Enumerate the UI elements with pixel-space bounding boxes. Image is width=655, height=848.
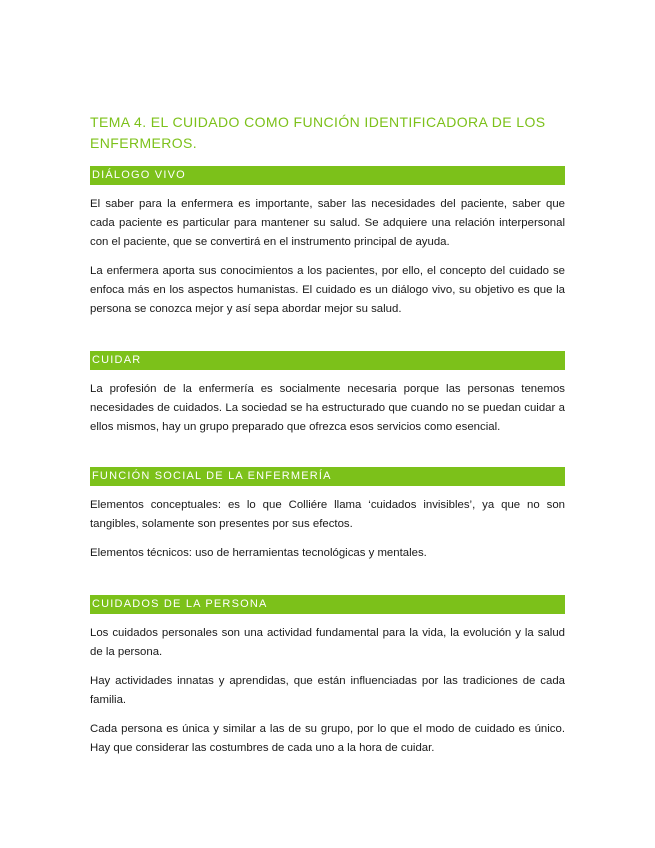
paragraph: Elementos técnicos: uso de herramientas tecnológicas y mentales. [90,547,427,559]
document-title: TEMA 4. EL CUIDADO COMO FUNCIÓN IDENTIFICADORA DE LOS ENFERMEROS. [90,114,546,151]
paragraph: Cada persona es única y similar a las de su grupo, por lo que el modo de cuidado es único. Hay que considerar las costumbres de cada uno a la hora de cuidar. [90,723,565,754]
section-header: CUIDAR [90,351,565,370]
section-header: DIÁLOGO VIVO [90,166,565,185]
paragraph: Hay actividades innatas y aprendidas, que están influenciadas por las tradiciones de cada familia. [90,675,565,706]
paragraph: El saber para la enfermera es importante, saber las necesidades del paciente, saber que cada paciente es particular para mantener su salud. Se adquiere una relación interpersonal con el paciente, que se convertirá en el instrumento principal de ayuda. [90,198,565,248]
paragraph: La enfermera aporta sus conocimientos a los pacientes, por ello, el concepto del cuidado se enfoca más en los aspectos humanistas. El cuidado es un diálogo vivo, su objetivo es que la persona se conozca mejor y así sepa abordar mejor su salud. [90,265,565,315]
paragraph: La profesión de la enfermería es socialmente necesaria porque las personas tenemos necesidades de cuidados. La sociedad se ha estructurado que cuando no se puedan cuidar a ellos mismos, hay un grupo preparado que ofrezca esos servicios como esencial. [90,383,565,433]
paragraph: Los cuidados personales son una actividad fundamental para la vida, la evolución y la salud de la persona. [90,627,565,658]
section-header: FUNCIÓN SOCIAL DE LA ENFERMERÍA [90,467,565,486]
paragraph: Elementos conceptuales: es lo que Colliére llama ‘cuidados invisibles’, ya que no son tangibles, solamente son presentes por sus efectos. [90,499,565,530]
section-cuidados-persona [90,595,565,758]
section-cuidar [90,351,565,437]
section-header: CUIDADOS DE LA PERSONA [90,595,565,614]
section-funcion-social [90,467,565,563]
document-page [90,112,565,758]
section-dialogo-vivo [90,166,565,319]
